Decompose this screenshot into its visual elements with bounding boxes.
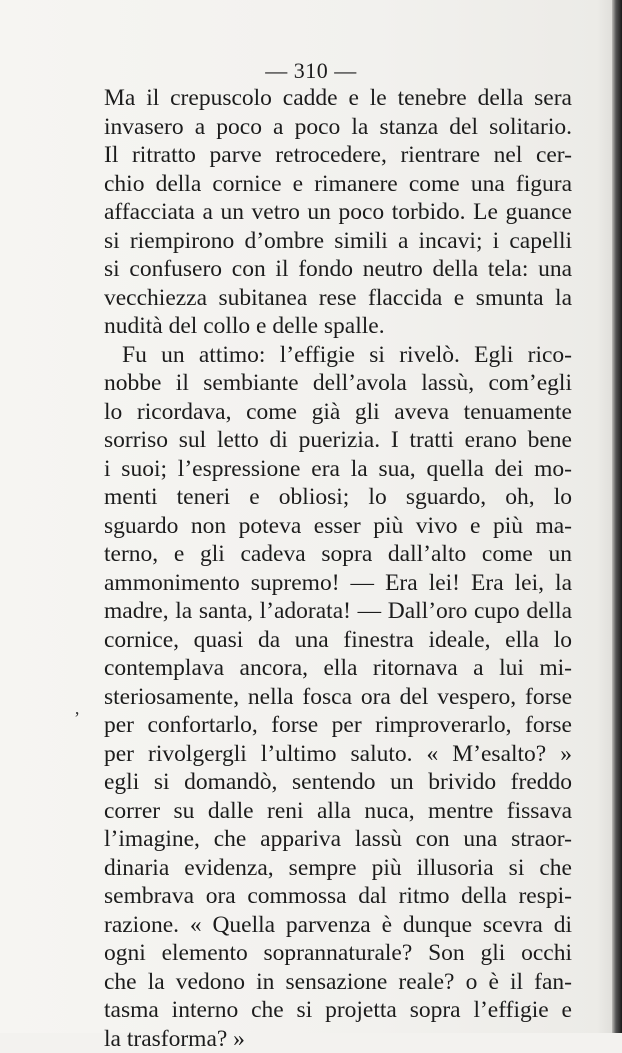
margin-mark: ’ [74,708,80,729]
text-line: i suoi; l’espressione era la sua, quella dei mo- [104,455,572,484]
text-line: Il ritratto parve retrocedere, rientrare nel cer- [104,141,572,170]
text-line: sguardo non poteva esser più vivo e più ma- [104,512,572,541]
page-number: — 310 — [0,58,622,84]
text-line: si confusero con il fondo neutro della tela: una [104,255,572,284]
text-line: chio della cornice e rimanere come una figura [104,170,572,199]
text-line: sorriso sul letto di puerizia. I tratti erano bene [104,426,572,455]
text-line: che la vedono in sensazione reale? o è il fan- [104,968,572,997]
text-line: steriosamente, nella fosca ora del vespero, forse [104,683,572,712]
text-line: si riempirono d’ombre simili a incavi; i capelli [104,227,572,256]
text-line: Ma il crepuscolo cadde e le tenebre della sera [104,84,572,113]
text-line: cornice, quasi da una finestra ideale, ella lo [104,626,572,655]
text-line: razione. « Quella parvenza è dunque scevra di [104,911,572,940]
text-line: terno, e gli cadeva sopra dall’alto come un [104,540,572,569]
text-line: ogni elemento soprannaturale? Son gli occhi [104,939,572,968]
text-line: contemplava ancora, ella ritornava a lui mi- [104,654,572,683]
text-line: per confortarlo, forse per rimproverarlo, forse [104,711,572,740]
text-line: menti teneri e obliosi; lo sguardo, oh, lo [104,483,572,512]
text-line: la trasforma? » [104,1025,572,1053]
text-line: nudità del collo e delle spalle. [104,312,572,341]
page-edge-shadow [612,0,622,1033]
text-line: vecchiezza subitanea rese flaccida e smunta la [104,284,572,313]
body-text [104,84,572,1053]
text-line: Fu un attimo: l’effigie si rivelò. Egli rico- [104,341,572,370]
text-line: l’imagine, che appariva lassù con una straor- [104,825,572,854]
text-line: ammonimento supremo! — Era lei! Era lei, la [104,569,572,598]
text-line: invasero a poco a poco la stanza del solitario. [104,113,572,142]
text-line: per rivolgergli l’ultimo saluto. « M’esalto? » [104,740,572,769]
text-line: affacciata a un vetro un poco torbido. Le guance [104,198,572,227]
text-line: lo ricordava, come già gli aveva tenuamente [104,398,572,427]
text-line: egli si domandò, sentendo un brivido freddo [104,768,572,797]
text-line: nobbe il sembiante dell’avola lassù, com’egli [104,369,572,398]
text-line: sembrava ora commossa dal ritmo della respi- [104,882,572,911]
text-line: tasma interno che si projetta sopra l’effigie e [104,996,572,1025]
text-line: madre, la santa, l’adorata! — Dall’oro cupo della [104,597,572,626]
text-line: correr su dalle reni alla nuca, mentre fissava [104,797,572,826]
text-line: dinaria evidenza, sempre più illusoria si che [104,854,572,883]
